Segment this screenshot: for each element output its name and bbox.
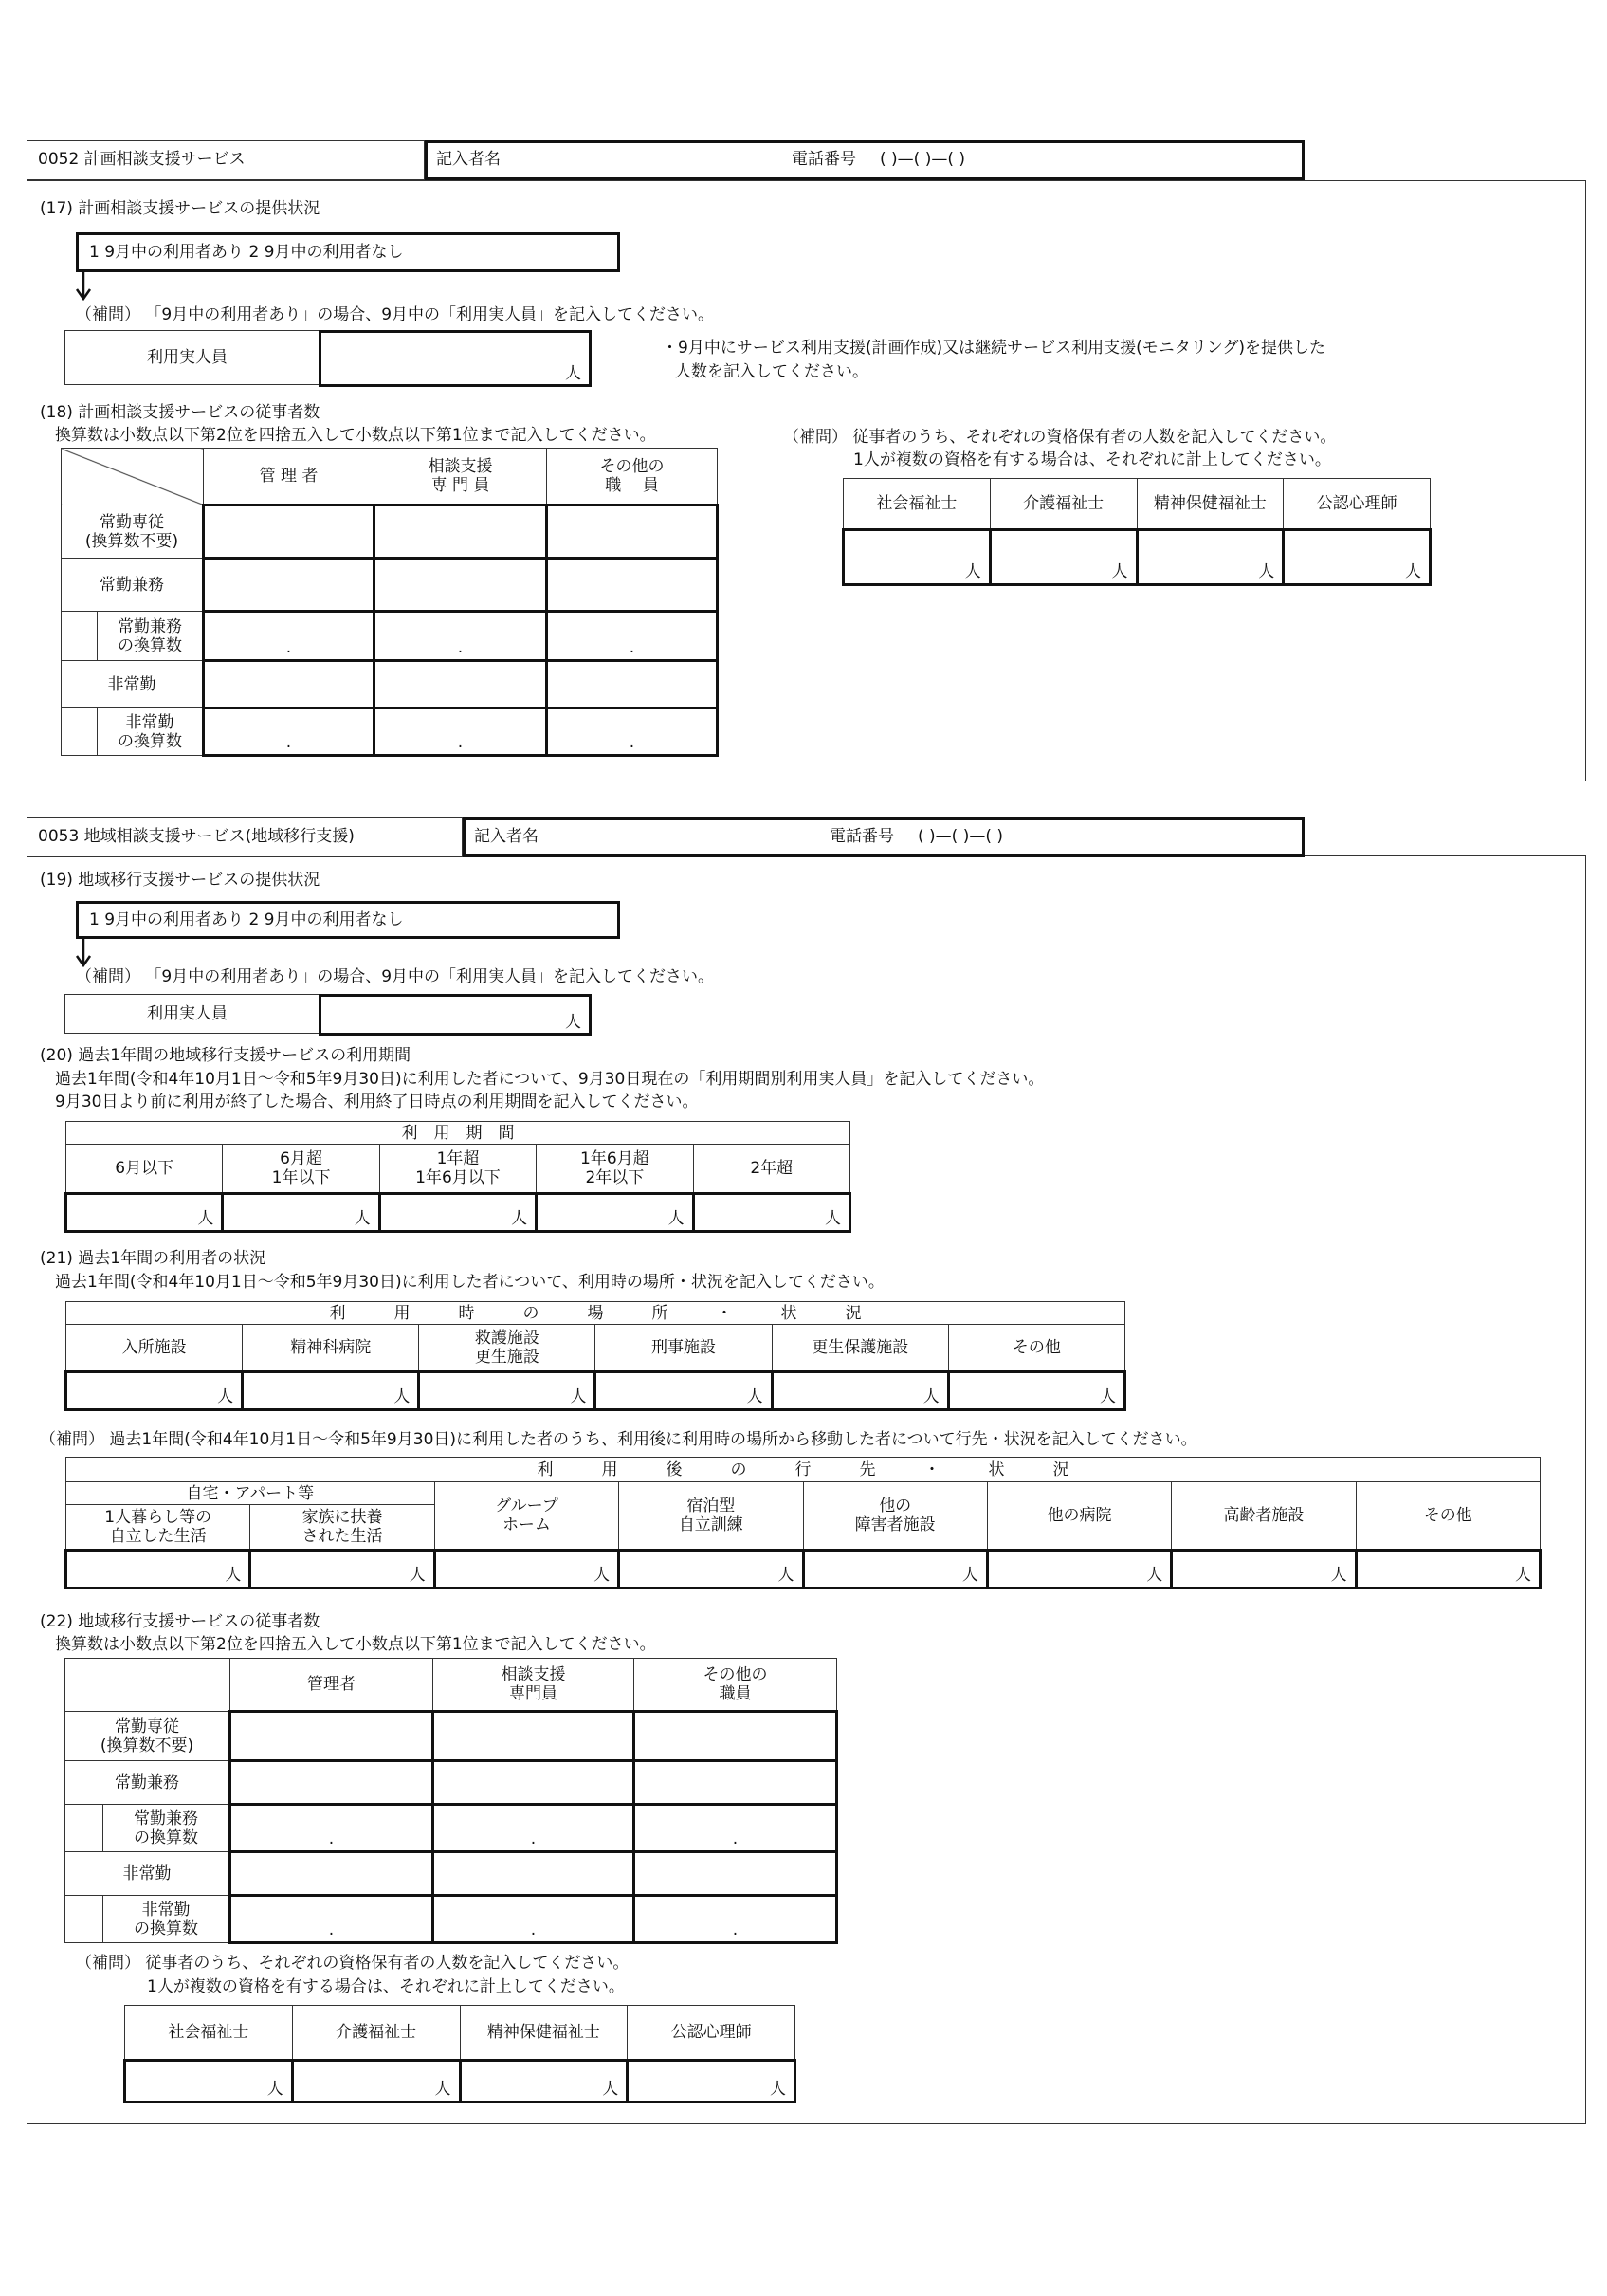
qual-header-care-worker: 介護福祉士 [292, 2006, 460, 2061]
q18-decimal-cell[interactable]: . [547, 708, 718, 756]
q18-row-fulltime-dedicated: 常勤専従 (換算数不要) [62, 505, 204, 559]
q22-header-consultant: 相談支援 専門員 [433, 1659, 634, 1712]
qual-count-cell[interactable]: 人 [844, 530, 991, 585]
q22-cell[interactable] [433, 1712, 634, 1761]
q19-title: (19) 地域移行支援サービスの提供状況 [40, 871, 320, 890]
q21b-count-cell[interactable]: 人 [250, 1551, 434, 1589]
q18-cell[interactable] [374, 559, 547, 612]
qual-count-cell[interactable]: 人 [125, 2061, 293, 2103]
q20-header: 2年超 [693, 1145, 849, 1194]
q18-row-parttime: 非常勤 [62, 661, 204, 708]
q20-count-cell[interactable]: 人 [66, 1194, 223, 1232]
q19-box-label: 利用実人員 [147, 1004, 228, 1023]
writer-name-label: 記入者名 [474, 827, 539, 846]
q21-note: （補問） 過去1年間(令和4年10月1日～令和5年9月30日)に利用した者のうち、利用後に利用時の場所から移動した者について行先・状況を記入してください。 [40, 1430, 1197, 1449]
q18-cell[interactable] [204, 559, 374, 612]
q22-decimal-cell[interactable]: . [230, 1896, 433, 1943]
q18-decimal-cell[interactable]: . [204, 612, 374, 661]
q21b-header: 他の 障害者施設 [803, 1482, 987, 1551]
q18-decimal-cell[interactable]: . [374, 612, 547, 661]
q22-decimal-cell[interactable]: . [433, 1896, 634, 1943]
q18-header-consultant: 相談支援 専 門 員 [374, 449, 547, 505]
q21b-count-cell[interactable]: 人 [619, 1551, 803, 1589]
qual-count-cell[interactable]: 人 [628, 2061, 795, 2103]
q21-header: 精神科病院 [243, 1325, 419, 1372]
q22-qualification-table [123, 2005, 796, 2103]
q22-row-parttime: 非常勤 [65, 1852, 230, 1896]
q21-count-cell[interactable]: 人 [66, 1372, 243, 1410]
q22-decimal-cell[interactable]: . [230, 1805, 433, 1852]
phone-label: 電話番号 [792, 150, 856, 169]
q21-header: 救護施設 更生施設 [419, 1325, 595, 1372]
qual-header-psychologist: 公認心理師 [1284, 479, 1431, 530]
q18-title: (18) 計画相談支援サービスの従事者数 [40, 403, 320, 422]
q21b-header: 他の病院 [987, 1482, 1171, 1551]
q21b-count-cell[interactable]: 人 [434, 1551, 618, 1589]
q21b-destination-table [64, 1457, 1542, 1589]
q22-row-fulltime-concurrent: 常勤兼務 [65, 1761, 230, 1805]
q20-header: 6月以下 [66, 1145, 223, 1194]
phone-label: 電話番号 [830, 827, 894, 846]
qual-count-cell[interactable]: 人 [1284, 530, 1431, 585]
q22-title: (22) 地域移行支援サービスの従事者数 [40, 1612, 320, 1631]
q18-cell[interactable] [547, 505, 718, 559]
phone-input[interactable]: ( )—( )—( ) [880, 150, 966, 169]
q20-span-header: 利 用 期 間 [66, 1122, 850, 1145]
q20-count-cell[interactable]: 人 [537, 1194, 693, 1232]
q20-period-table [64, 1121, 851, 1233]
q22-row-fulltime-conversion: 常勤兼務 の換算数 [103, 1805, 230, 1852]
q19-arrow-icon [74, 937, 93, 967]
q18-note-2: 1人が複数の資格を有する場合は、それぞれに計上してください。 [853, 450, 1331, 469]
q22-header-manager: 管理者 [230, 1659, 433, 1712]
section-0052-title: 0052 計画相談支援サービス [38, 150, 246, 169]
q21-header: 刑事施設 [595, 1325, 772, 1372]
q21-count-cell[interactable]: 人 [772, 1372, 948, 1410]
q18-cell[interactable] [204, 505, 374, 559]
q17-side-note-2: 人数を記入してください。 [675, 362, 868, 381]
q21b-header: 1人暮らし等の 自立した生活 [66, 1505, 250, 1551]
q22-cell[interactable] [634, 1761, 837, 1805]
qual-header-social-worker: 社会福祉士 [125, 2006, 293, 2061]
q21b-header: その他 [1356, 1482, 1540, 1551]
q22-sub: 換算数は小数点以下第2位を四捨五入して小数点以下第1位まで記入してください。 [55, 1635, 656, 1654]
q20-count-cell[interactable]: 人 [693, 1194, 849, 1232]
writer-name-input[interactable] [550, 821, 815, 854]
q20-count-cell[interactable]: 人 [379, 1194, 536, 1232]
q21b-header: 家族に扶養 された生活 [250, 1505, 434, 1551]
q20-header: 1年6月超 2年以下 [537, 1145, 693, 1194]
q21b-count-cell[interactable]: 人 [803, 1551, 987, 1589]
q21-header: 更生保護施設 [772, 1325, 948, 1372]
q17-title: (17) 計画相談支援サービスの提供状況 [40, 199, 320, 218]
writer-name-input[interactable] [512, 144, 777, 176]
q22-cell[interactable] [433, 1852, 634, 1896]
q21-count-cell[interactable]: 人 [419, 1372, 595, 1410]
q22-decimal-cell[interactable]: . [634, 1805, 837, 1852]
q21b-header: 高齢者施設 [1172, 1482, 1356, 1551]
q20-sub-2: 9月30日より前に利用が終了した場合、利用終了日時点の利用期間を記入してください。 [55, 1093, 699, 1111]
q22-decimal-cell[interactable]: . [433, 1805, 634, 1852]
q18-staff-table [61, 448, 719, 757]
q17-count-input[interactable] [319, 330, 592, 387]
q21b-span-header: 利 用 後 の 行 先 ・ 状 況 [66, 1458, 1541, 1482]
q22-header-other: その他の 職員 [634, 1659, 837, 1712]
q21b-count-cell[interactable]: 人 [66, 1551, 250, 1589]
q22-corner-cell [65, 1659, 230, 1712]
q20-count-cell[interactable]: 人 [223, 1194, 379, 1232]
q21-count-cell[interactable]: 人 [948, 1372, 1124, 1410]
q22-cell[interactable] [230, 1712, 433, 1761]
q22-cell[interactable] [433, 1761, 634, 1805]
q22-note-2: 1人が複数の資格を有する場合は、それぞれに計上してください。 [147, 1977, 625, 1996]
q22-cell[interactable] [634, 1852, 837, 1896]
q21-count-cell[interactable]: 人 [243, 1372, 419, 1410]
q17-options: 1 9月中の利用者あり 2 9月中の利用者なし [89, 243, 404, 262]
qual-count-cell[interactable]: 人 [460, 2061, 628, 2103]
q22-row-fulltime-dedicated: 常勤専従 (換算数不要) [65, 1712, 230, 1761]
q21-sub: 過去1年間(令和4年10月1日～令和5年9月30日)に利用した者について、利用時の場所・状況を記入してください。 [55, 1273, 885, 1292]
q22-cell[interactable] [230, 1852, 433, 1896]
q21b-header: 宿泊型 自立訓練 [619, 1482, 803, 1551]
qual-header-social-worker: 社会福祉士 [844, 479, 991, 530]
q19-options: 1 9月中の利用者あり 2 9月中の利用者なし [89, 910, 404, 929]
q21-title: (21) 過去1年間の利用者の状況 [40, 1249, 266, 1268]
q18-row-parttime-conversion: 非常勤 の換算数 [98, 708, 204, 756]
q20-sub-1: 過去1年間(令和4年10月1日～令和5年9月30日)に利用した者について、9月30日現在の「利用期間別利用実人員」を記入してください。 [55, 1070, 1045, 1089]
qual-count-cell[interactable]: 人 [292, 2061, 460, 2103]
q22-staff-table [64, 1658, 838, 1944]
q21b-count-cell[interactable]: 人 [987, 1551, 1171, 1589]
q22-decimal-cell[interactable]: . [634, 1896, 837, 1943]
q17-arrow-icon [74, 270, 93, 301]
q22-note-1: （補問） 従事者のうち、それぞれの資格保有者の人数を記入してください。 [76, 1954, 630, 1973]
q18-cell[interactable] [547, 559, 718, 612]
q19-unit: 人 [565, 1013, 581, 1032]
q18-decimal-cell[interactable]: . [547, 612, 718, 661]
q18-cell[interactable] [374, 661, 547, 708]
q21-count-cell[interactable]: 人 [595, 1372, 772, 1410]
q20-title: (20) 過去1年間の地域移行支援サービスの利用期間 [40, 1046, 411, 1065]
q18-decimal-cell[interactable]: . [204, 708, 374, 756]
q21-header: その他 [948, 1325, 1124, 1372]
q21-header: 入所施設 [66, 1325, 243, 1372]
section-0053-title: 0053 地域相談支援サービス(地域移行支援) [38, 827, 355, 846]
qual-header-psychologist: 公認心理師 [628, 2006, 795, 2061]
q18-corner-cell [62, 449, 204, 505]
q18-cell[interactable] [204, 661, 374, 708]
q17-note: （補問） 「9月中の利用者あり」の場合、9月中の「利用実人員」を記入してください。 [76, 305, 715, 324]
writer-name-label: 記入者名 [436, 150, 501, 169]
q21b-count-cell[interactable]: 人 [1172, 1551, 1356, 1589]
q18-qualification-table [842, 478, 1432, 586]
q17-side-note-1: ・9月中にサービス利用支援(計画作成)又は継続サービス利用支援(モニタリング)を提供した [662, 339, 1326, 358]
q18-header-other: その他の 職 員 [547, 449, 718, 505]
qual-header-psych-social-worker: 精神保健福祉士 [1137, 479, 1284, 530]
q20-header: 1年超 1年6月以下 [379, 1145, 536, 1194]
q21b-group-header: 自宅・アパート等 [66, 1482, 435, 1505]
q21b-count-cell[interactable]: 人 [1356, 1551, 1540, 1589]
qual-count-cell[interactable]: 人 [990, 530, 1137, 585]
q18-header-manager: 管 理 者 [204, 449, 374, 505]
q19-note: （補問） 「9月中の利用者あり」の場合、9月中の「利用実人員」を記入してください。 [76, 967, 715, 986]
q21-place-table [64, 1301, 1126, 1411]
q18-cell[interactable] [374, 505, 547, 559]
q22-row-parttime-conversion: 非常勤 の換算数 [103, 1896, 230, 1943]
q21b-header: グループ ホーム [434, 1482, 618, 1551]
q18-decimal-cell[interactable]: . [374, 708, 547, 756]
q19-count-input[interactable] [319, 994, 592, 1036]
q22-cell[interactable] [634, 1712, 837, 1761]
q18-row-fulltime-conversion: 常勤兼務 の換算数 [98, 612, 204, 661]
q18-cell[interactable] [547, 661, 718, 708]
qual-header-psych-social-worker: 精神保健福祉士 [460, 2006, 628, 2061]
q18-row-fulltime-concurrent: 常勤兼務 [62, 559, 204, 612]
q18-note-1: （補問） 従事者のうち、それぞれの資格保有者の人数を記入してください。 [783, 428, 1337, 447]
q22-cell[interactable] [230, 1761, 433, 1805]
q17-unit: 人 [565, 364, 581, 383]
q18-sub: 換算数は小数点以下第2位を四捨五入して小数点以下第1位まで記入してください。 [55, 426, 656, 445]
q20-header: 6月超 1年以下 [223, 1145, 379, 1194]
q17-box-label: 利用実人員 [147, 348, 228, 367]
phone-input[interactable]: ( )—( )—( ) [918, 827, 1004, 846]
qual-count-cell[interactable]: 人 [1137, 530, 1284, 585]
q21-span-header: 利 用 時 の 場 所 ・ 状 況 [66, 1302, 1125, 1325]
qual-header-care-worker: 介護福祉士 [990, 479, 1137, 530]
